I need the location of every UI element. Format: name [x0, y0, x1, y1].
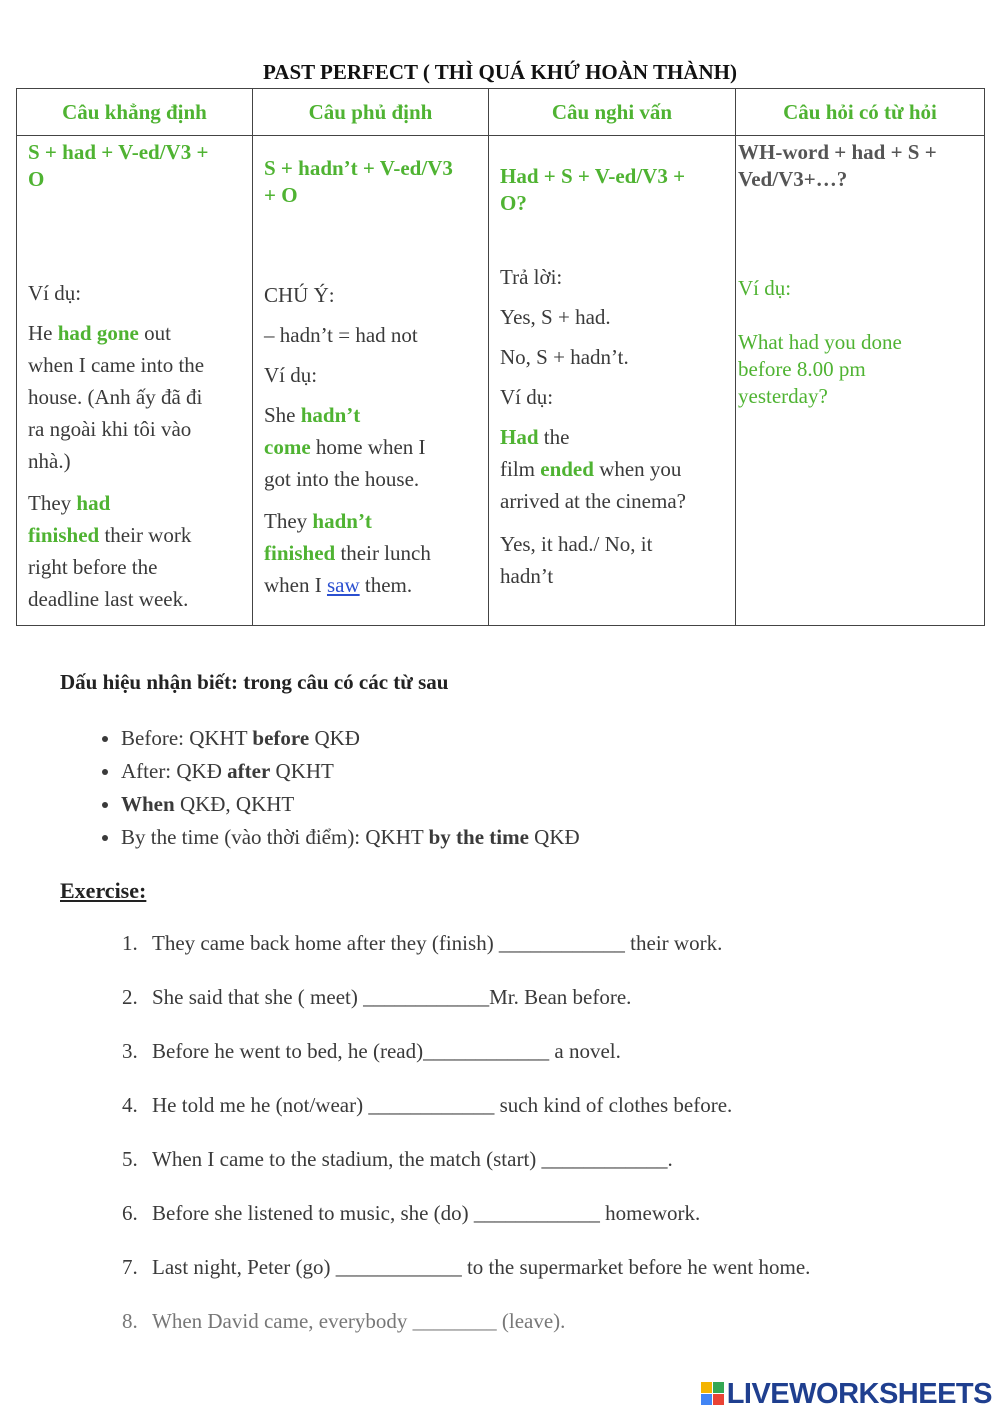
exercise-item: 8. When David came, everybody ________ (leave). [122, 1309, 566, 1333]
exercise-item: 4. He told me he (not/wear) ____________ such kind of clothes before. [122, 1093, 733, 1117]
table-body-row [17, 136, 985, 626]
logo-square-4 [713, 1394, 724, 1405]
header-affirmative: Câu khẳng định [17, 89, 253, 136]
logo-square-3 [701, 1394, 712, 1405]
exercise-item: 7. Last night, Peter (go) ____________ to the supermarket before he went home. [122, 1255, 811, 1279]
wh-formula: WH-word + had + S + Ved/V3+…? [738, 140, 937, 191]
negative-example-1: She hadn’t come home when I got into the house. [264, 403, 426, 491]
interrogative-no: No, S + hadn’t. [500, 345, 629, 369]
list-item: • By the time (vào thời điểm): QKHT by the time QKĐ [121, 821, 580, 854]
saw-link[interactable]: saw [326, 573, 360, 597]
cell-negative [253, 136, 489, 626]
exercise-item: 1. They came back home after they (finish) ____________ their work. [122, 931, 723, 955]
negative-example-label: Ví dụ: [264, 363, 318, 387]
affirmative-example-1: He had gone out when I came into the house. (Anh ấy đã đi ra ngoài khi tôi vào nhà.) [28, 321, 205, 473]
logo-text: LIVEWORKSHEETS [726, 1378, 992, 1410]
logo-mark-icon [701, 1382, 725, 1406]
negative-formula: S + hadn’t + V-ed/V3 + O [264, 156, 453, 207]
exercise-item: 2. She said that she ( meet) ____________Mr. Bean before. [122, 985, 632, 1009]
logo-square-2 [713, 1382, 724, 1393]
interrogative-answer-example: Yes, it had./ No, it hadn’t [500, 532, 653, 588]
exercise-item: 5. When I came to the stadium, the match (start) ____________. [122, 1147, 673, 1171]
cell-wh-question [736, 136, 985, 626]
signs-list [86, 722, 580, 854]
list-item: • After: QKĐ after QKHT [121, 755, 580, 788]
wh-example: What had you done before 8.00 pm yesterday? [738, 330, 902, 408]
cell-interrogative [489, 136, 736, 626]
header-wh-question: Câu hỏi có từ hỏi [736, 89, 985, 136]
interrogative-answer-label: Trả lời: [500, 265, 563, 289]
logo-square-1 [701, 1382, 712, 1393]
interrogative-example: Had the film ended when you arrived at the cinema? [500, 425, 686, 513]
exercise-item: 3. Before he went to bed, he (read)____________ a novel. [122, 1039, 621, 1063]
negative-example-2: They hadn’t finished their lunch when I saw them. [264, 509, 431, 597]
interrogative-yes: Yes, S + had. [500, 305, 611, 329]
cell-affirmative [17, 136, 253, 626]
wh-example-label: Ví dụ: [738, 276, 792, 300]
liveworksheets-logo [701, 1378, 992, 1411]
negative-note-label: CHÚ Ý: [264, 283, 335, 307]
signs-title: Dấu hiệu nhận biết: trong câu có các từ sau [60, 670, 449, 694]
exercise-list [122, 928, 810, 1360]
interrogative-formula: Had + S + V-ed/V3 + O? [500, 164, 686, 215]
header-interrogative: Câu nghi vấn [489, 89, 736, 136]
header-negative: Câu phủ định [253, 89, 489, 136]
page-title: PAST PERFECT ( THÌ QUÁ KHỨ HOÀN THÀNH) [263, 60, 737, 84]
grammar-table [16, 88, 985, 626]
exercise-title: Exercise: [60, 878, 147, 903]
interrogative-example-label: Ví dụ: [500, 385, 554, 409]
list-item: • Before: QKHT before QKĐ [121, 722, 580, 755]
negative-note-text: – hadn’t = had not [264, 323, 418, 347]
affirmative-example-2: They had finished their work right before the deadline last week. [28, 491, 192, 611]
exercise-item: 6. Before she listened to music, she (do) ____________ homework. [122, 1201, 701, 1225]
list-item: • When QKĐ, QKHT [121, 788, 580, 821]
affirmative-example-label: Ví dụ: [28, 281, 82, 305]
affirmative-formula: S + had + V-ed/V3 + O [28, 140, 209, 191]
table-header-row [17, 89, 985, 136]
